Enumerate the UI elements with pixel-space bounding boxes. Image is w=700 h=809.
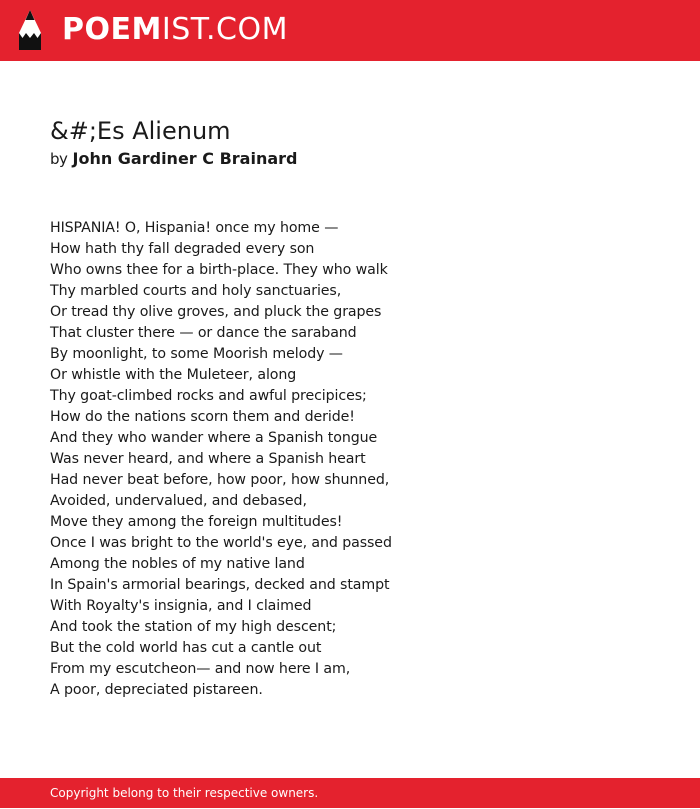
site-header	[0, 0, 700, 61]
byline-label: by	[50, 150, 68, 168]
poem-line: Once I was bright to the world's eye, and passed	[50, 535, 392, 551]
site-logo[interactable]	[62, 10, 288, 50]
poem-line: Avoided, undervalued, and debased,	[50, 493, 307, 509]
poem-line: By moonlight, to some Moorish melody —	[50, 346, 343, 362]
poem-line: And took the station of my high descent;	[50, 619, 337, 635]
poem-line: But the cold world has cut a cantle out	[50, 640, 322, 656]
author-name: John Gardiner C Brainard	[72, 149, 298, 168]
poem-line: Among the nobles of my native land	[50, 556, 305, 572]
poem-line: Who owns thee for a birth-place. They who walk	[50, 262, 388, 278]
poem-line: How do the nations scorn them and deride!	[50, 409, 355, 425]
poem-title: &#;Es Alienum	[50, 117, 231, 145]
site-footer	[0, 778, 700, 808]
poem-line: Or tread thy olive groves, and pluck the grapes	[50, 304, 382, 320]
copyright-notice: Copyright belong to their respective owners.	[50, 786, 319, 800]
poem-line: And they who wander where a Spanish tongue	[50, 430, 378, 446]
pencil-tip-icon[interactable]	[18, 9, 42, 51]
poem-content	[50, 112, 650, 701]
poem-line: Thy marbled courts and holy sanctuaries,	[50, 283, 342, 299]
poem-line: A poor, depreciated pistareen.	[50, 682, 263, 698]
poem-line: With Royalty's insignia, and I claimed	[50, 598, 312, 614]
poem-line: From my escutcheon— and now here I am,	[50, 661, 351, 677]
poem-line: HISPANIA! O, Hispania! once my home —	[50, 220, 339, 236]
poem-line: Move they among the foreign multitudes!	[50, 514, 343, 530]
byline	[50, 150, 650, 168]
logo-text-light: IST.COM	[161, 12, 288, 47]
poem-line: Or whistle with the Muleteer, along	[50, 367, 297, 383]
poem-line: In Spain's armorial bearings, decked and stampt	[50, 577, 390, 593]
logo-text-bold: POEM	[62, 12, 162, 47]
poem-line: That cluster there — or dance the saraband	[50, 325, 357, 341]
poem-line: Was never heard, and where a Spanish heart	[50, 451, 366, 467]
poem-body	[50, 218, 650, 701]
poem-line: Had never beat before, how poor, how shunned,	[50, 472, 390, 488]
poem-line: How hath thy fall degraded every son	[50, 241, 315, 257]
poem-line: Thy goat-climbed rocks and awful precipices;	[50, 388, 367, 404]
